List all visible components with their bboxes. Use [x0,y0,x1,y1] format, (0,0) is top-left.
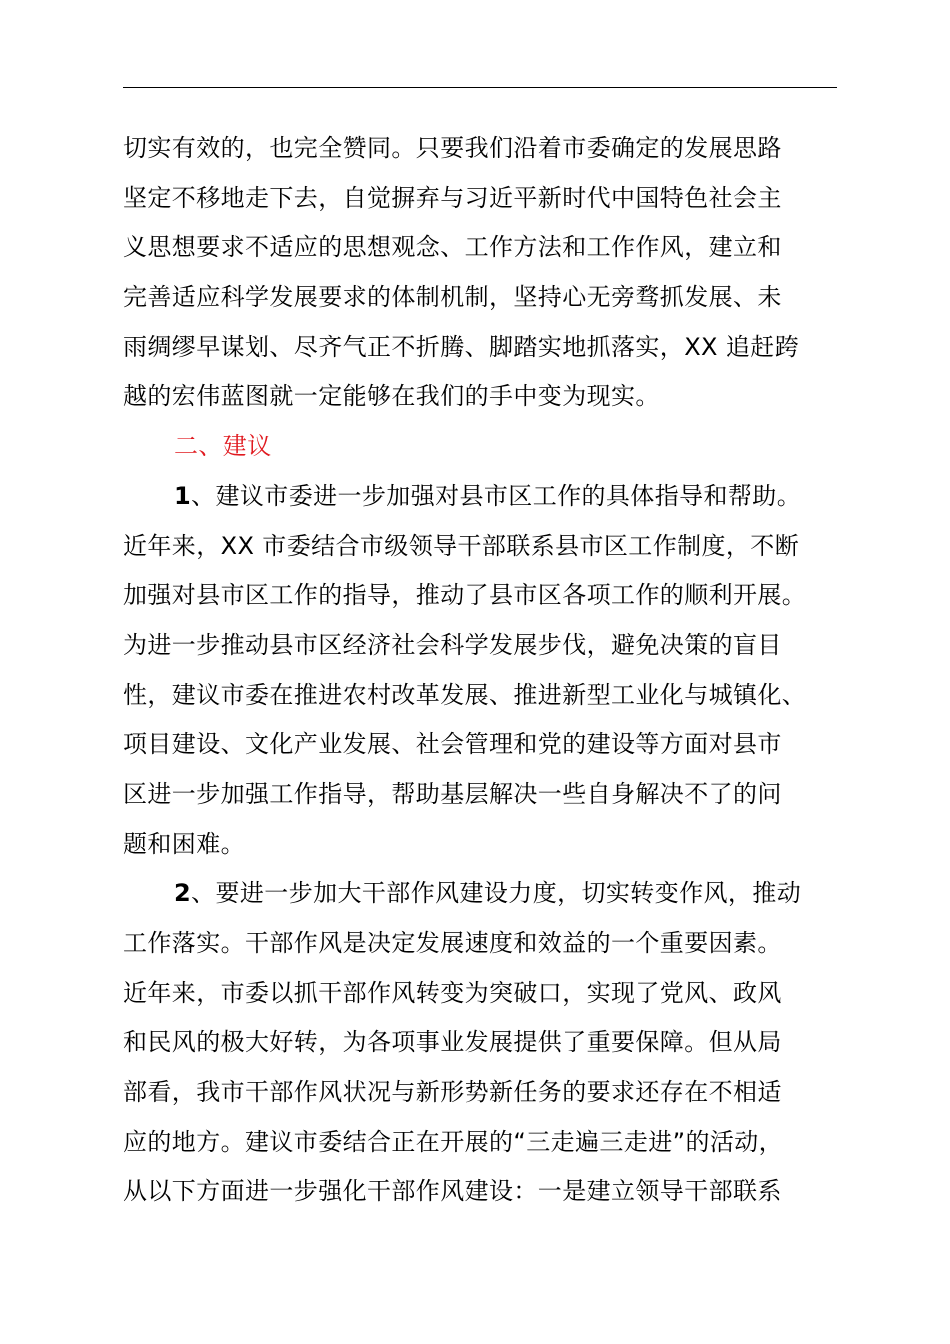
paragraph-line: 雨绸缪早谋划、尽齐气正不折腾、脚踏实地抓落实，XX 追赶跨 [123,332,800,361]
paragraph-line: 近年来，XX 市委结合市级领导干部联系县市区工作制度，不断 [123,531,800,560]
paragraph-line: 区进一步加强工作指导，帮助基层解决一些自身解决不了的问 [123,779,782,808]
item-1-title: 、建议市委进一步加强对县市区工作的具体指导和帮助。 [191,481,802,510]
paragraph-line: 加强对县市区工作的指导，推动了县市区各项工作的顺利开展。 [123,581,807,610]
paragraph-line: 工作落实。干部作风是决定发展速度和效益的一个重要因素。 [123,929,782,957]
paragraph-line: 完善适应科学发展要求的体制机制，坚持心无旁骛抓发展、未 [123,283,782,312]
paragraph-line: 近年来，市委以抓干部作风转变为突破口，实现了党风、政风 [123,978,782,1007]
paragraph-line: 项目建设、文化产业发展、社会管理和党的建设等方面对县市 [123,730,782,759]
paragraph-line: 和民风的极大好转，为各项事业发展提供了重要保障。但从局 [123,1028,782,1057]
item-1-first-line [123,472,839,522]
paragraph-line: 性，建议市委在推进农村改革发展、推进新型工业化与城镇化、 [123,680,807,709]
paragraph-line: 题和困难。 [123,829,245,858]
paragraph-line: 从以下方面进一步强化干部作风建设：一是建立领导干部联系 [123,1177,782,1206]
document-body [123,124,839,1217]
section-heading: 二、建议 [174,432,272,461]
paragraph-line: 部看，我市干部作风状况与新形势新任务的要求还存在不相适 [123,1078,782,1107]
item-2-number: 2 [174,879,192,908]
paragraph-line: 应的地方。建议市委结合正在开展的“三走遍三走进”的活动， [123,1127,784,1156]
item-2-title: 、要进一步加大干部作风建设力度，切实转变作风，推动 [191,879,802,908]
paragraph-line: 越的宏伟蓝图就一定能够在我们的手中变为现实。 [123,382,660,411]
paragraph-line: 义思想要求不适应的思想观念、工作方法和工作作风，建立和 [123,233,782,262]
item-2-first-line [123,869,839,919]
paragraph-line: 切实有效的，也完全赞同。只要我们沿着市委确定的发展思路 [123,134,782,162]
paragraph-line: 坚定不移地走下去，自觉摒弃与习近平新时代中国特色社会主 [123,183,782,212]
item-1-number: 1 [174,481,192,510]
header-rule [123,87,837,88]
paragraph-line: 为进一步推动县市区经济社会科学发展步伐，避免决策的盲目 [123,630,782,659]
